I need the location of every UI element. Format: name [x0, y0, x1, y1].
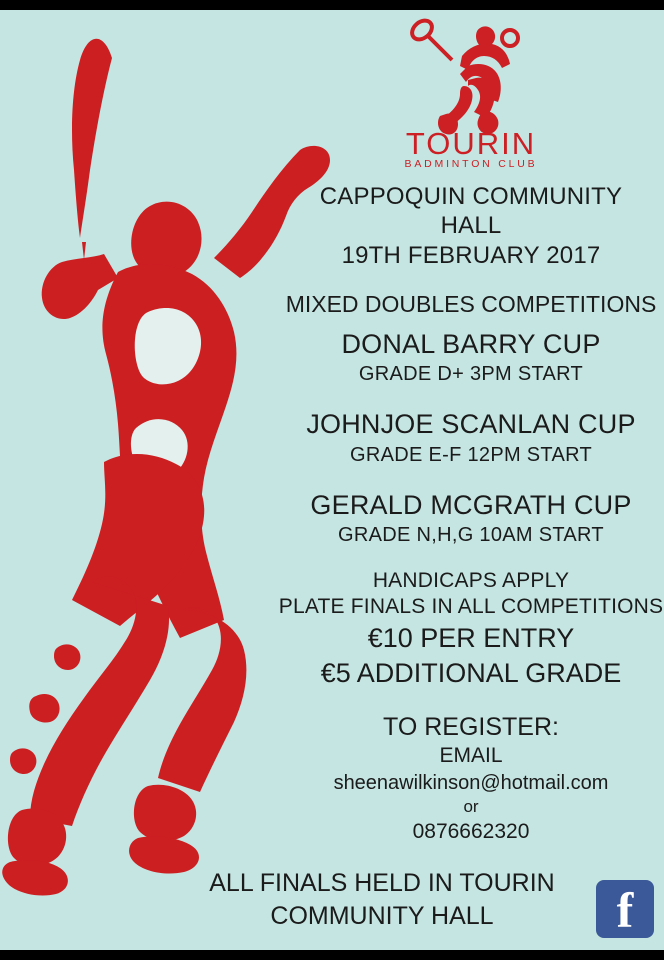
footer-line-2: COMMUNITY HALL	[270, 901, 494, 930]
venue-line-2: HALL	[440, 212, 502, 240]
poster-content	[278, 14, 664, 846]
additional-grade-fee: €5 ADDITIONAL GRADE	[320, 657, 622, 688]
register-title: TO REGISTER:	[383, 712, 559, 741]
competition-grade-2: GRADE E-F 12PM START	[350, 443, 592, 466]
entry-fee: €10 PER ENTRY	[367, 622, 575, 653]
plate-finals-note: PLATE FINALS IN ALL COMPETITIONS	[278, 595, 664, 619]
register-email[interactable]: sheenawilkinson@hotmail.com	[333, 772, 609, 795]
competition-grade-1: GRADE D+ 3PM START	[358, 363, 584, 386]
footer-line-1: ALL FINALS HELD IN TOURIN	[209, 869, 555, 897]
competition-title-3: GERALD MCGRATH CUP	[310, 489, 632, 520]
register-block	[278, 711, 664, 846]
club-name: TOURIN	[405, 126, 537, 161]
register-phone[interactable]: 0876662320	[412, 820, 530, 844]
club-logo	[278, 14, 664, 170]
footer-block	[0, 867, 664, 932]
register-method: EMAIL	[439, 744, 503, 768]
register-separator: or	[463, 797, 479, 817]
venue-block	[278, 182, 664, 270]
competition-grade-3: GRADE N,H,G 10AM START	[338, 524, 604, 547]
club-subtitle: BADMINTON CLUB	[404, 158, 538, 170]
facebook-glyph: f	[616, 882, 634, 938]
facebook-icon[interactable]	[596, 880, 654, 938]
competitions-block	[278, 290, 664, 548]
venue-line-1: CAPPOQUIN COMMUNITY	[319, 183, 623, 210]
event-heading: MIXED DOUBLES COMPETITIONS	[285, 290, 657, 317]
notes-block	[278, 568, 664, 691]
badminton-player-logo-icon	[406, 16, 536, 136]
letterbox-bar-bottom	[0, 950, 664, 960]
competition-title-2: JOHNJOE SCANLAN CUP	[306, 409, 636, 440]
letterbox-bar-top	[0, 0, 664, 10]
event-date: 19TH FEBRUARY 2017	[341, 241, 601, 269]
handicaps-note: HANDICAPS APPLY	[372, 569, 570, 593]
competition-title-1: DONAL BARRY CUP	[341, 328, 601, 359]
